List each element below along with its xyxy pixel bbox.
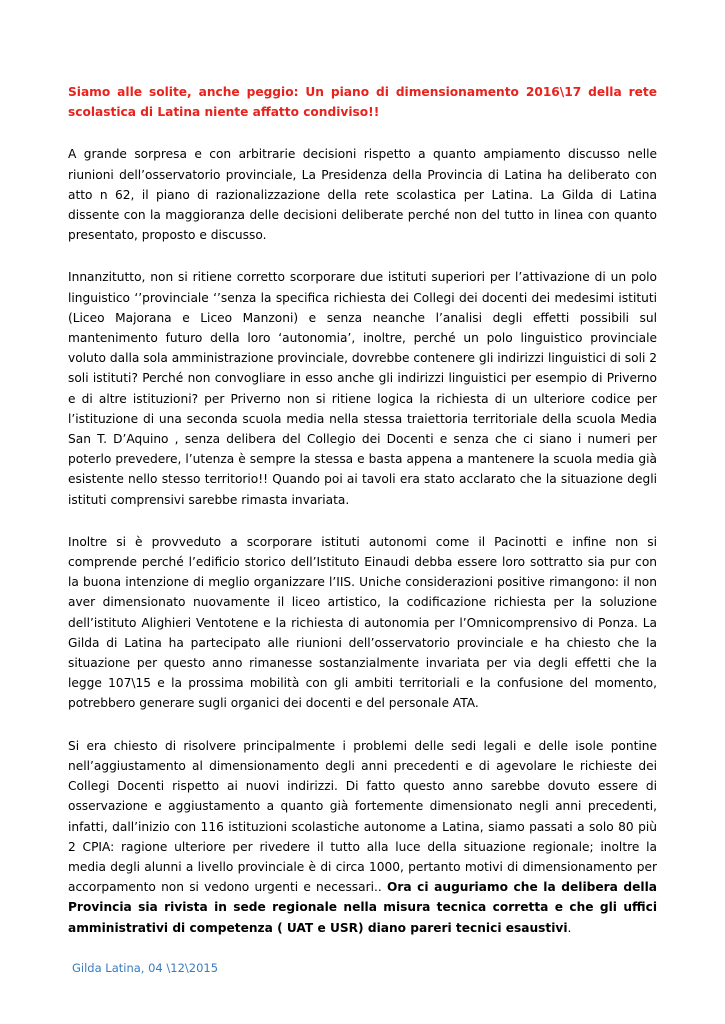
document-page	[68, 82, 657, 978]
paragraph-intro: A grande sorpresa e con arbitrarie decisioni rispetto a quanto ampiamento discusso nelle riunioni dell’osservatorio provinciale, La Presidenza della Provincia di Latina ha deliberato con atto n 62, il piano di razionalizzazione della rete scolastica per Latina. La Gilda di Latina dissente con la maggioranza delle decisioni deliberate perché non del tutto in linea con quanto presentato, proposto e discusso.	[68, 147, 657, 243]
title-text: Siamo alle solite, anche peggio: Un piano di dimensionamento 2016\17 della rete scolastica di Latina niente affatto condiviso	[68, 85, 657, 120]
paragraph-conclusion	[68, 736, 657, 938]
document-title	[68, 82, 657, 122]
title-exclamation: !!	[368, 105, 380, 120]
conclusion-text: Si era chiesto di risolvere principalmente i problemi delle sedi legali e delle isole pontine nell’aggiustamento al dimensionamento degli anni precedenti e di agevolare le richieste dei Collegi Docenti rispetto ai nuovi indirizzi. Di fatto questo anno sarebbe dovuto essere di osservazione e aggiustamento a quanto già fortemente dimensionato negli anni precedenti, infatti, dall’inizio con 116 istituzioni scolastiche autonome a Latina, siamo passati a solo 80 più 2 CPIA: ragione ulteriore per rivedere il tutto alla luce della situazione regionale; inoltre la media degli alunni a livello provinciale è di circa 1000, pertanto motivi di dimensionamento per accorpamento non si vedono urgenti e necessari..	[68, 738, 657, 895]
conclusion-end: .	[567, 920, 572, 935]
paragraph-polo-linguistico: Innanzitutto, non si ritiene corretto scorporare due istituti superiori per l’attivazione di un polo linguistico ‘’provinciale ‘’senza la specifica richiesta dei Collegi dei docenti dei medesimi istituti (Liceo Majorana e Liceo Manzoni) e senza neanche l’analisi degli effetti possibili sul mantenimento futuro della loro ‘autonomia’, inoltre, perché un polo linguistico provinciale voluto dalla sola amministrazione provinciale, dovrebbe contenere gli indirizzi linguistici di soli 2 soli istituti? Perché non convogliare in esso anche gli indirizzi linguistici per esempio di Priverno e di altre istituzioni? per Priverno non si ritiene logica la richiesta di un ulteriore codice per l’istituzione di una seconda scuola media nella stessa traiettoria territoriale della scuola Media San T. D’Aquino , senza delibera del Collegio dei Docenti e senza che ci siano i numeri per poterlo prevedere, l’utenza è sempre la stessa e basta appena a mantenere la scuola media già esistente nello stesso territorio!! Quando poi ai tavoli era stato acclarato che la situazione degli istituti comprensivi sarebbe rimasta invariata.	[68, 270, 657, 507]
signature: Gilda Latina, 04 \12\2015	[72, 960, 219, 975]
paragraph-scorporo: Inoltre si è provveduto a scorporare istituti autonomi come il Pacinotti e infine non si comprende perché l’edificio storico dell’Istituto Einaudi debba essere loro sottratto sia pur con la buona intenzione di meglio organizzare l’IIS. Uniche considerazioni positive rimangono: il non aver dimensionato nuovamente il liceo artistico, la codificazione richiesta per la soluzione dell’istituto Alighieri Ventotene e la richiesta di autonomia per l’Omnicomprensivo di Ponza. La Gilda di Latina ha partecipato alle riunioni dell’osservatorio provinciale e ha chiesto che la situazione per questo anno rimanesse sostanzialmente invariata per via degli effetti che la legge 107\15 e la prossima mobilità con gli ambiti territoriali e la confusione del momento, potrebbero generare sugli organici dei docenti e del personale ATA.	[68, 534, 657, 711]
conclusion-bold-text: Ora ci auguriamo che la delibera della Provincia sia rivista in sede regionale nella misura tecnica corretta e che gli uffici amministrativi di competenza ( UAT e USR) diano pareri tecnici esaustivi	[68, 880, 658, 935]
